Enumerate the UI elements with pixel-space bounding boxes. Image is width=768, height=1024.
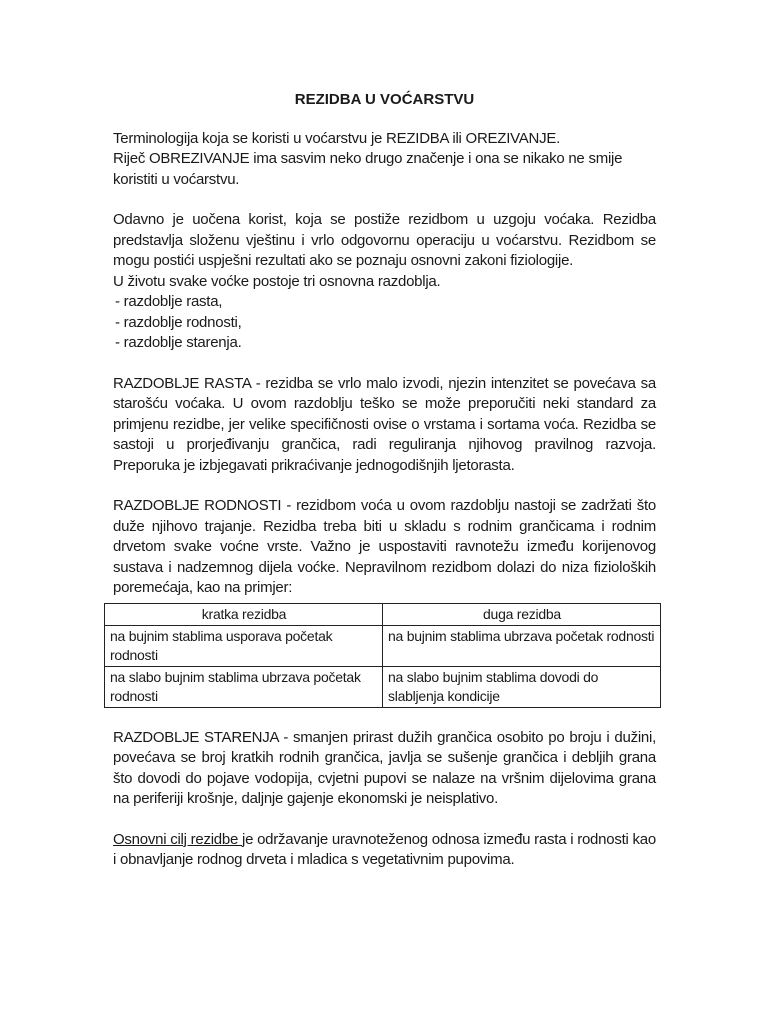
- document-page: [110, 90, 656, 871]
- pruning-table: [104, 603, 661, 708]
- fertility-paragraph: RAZDOBLJE RODNOSTI - rezidbom voća u ovom razdoblju nastoji se zadržati što duže njihovo trajanje. Rezidba treba biti u skladu s rodnim grančicama i rodnim drvetom svake voćne vrste. Važno je uspostaviti ravnotežu između korijenovog sustava i nadzemnog dijela voćke. Nepravilnom rezidbom dolazi do niza fizioloških poremećaja, kao na primjer:: [113, 497, 656, 596]
- aging-paragraph: RAZDOBLJE STARENJA - smanjen prirast dužih grančica osobito po broju i dužini, povećava se broj kratkih rodnih grančica, javlja se sušenje grančica i debljih grana što dovodi do pojave vodopija, cvjetni pupovi se nalaze na vršnim dijelovima grana na periferiji krošnje, daljnje gajenje ekonomski je neisplativo.: [113, 728, 656, 807]
- fertility-section: [113, 496, 656, 599]
- goal-section: [113, 830, 656, 871]
- header-short-pruning: kratka rezidba: [105, 603, 383, 625]
- table-row: [105, 625, 661, 666]
- table-cell: na slabo bujnim stablima ubrzava početak rodnosti: [105, 666, 383, 707]
- table-cell: na bujnim stablima usporava početak rodnosti: [105, 625, 383, 666]
- list-item: - razdoblje rasta,: [115, 293, 223, 310]
- goal-text: je održavanje uravnoteženog odnosa između rasta i rodnosti kao i obnavljanje rodnog drveta i mladica s vegetativnim pupovima.: [113, 830, 656, 868]
- table-cell: na bujnim stablima ubrzava početak rodnosti: [383, 625, 661, 666]
- header-long-pruning: duga rezidba: [383, 603, 661, 625]
- goal-underlined-phrase: Osnovni cilj rezidbe: [113, 830, 242, 848]
- growth-paragraph: RAZDOBLJE RASTA - rezidba se vrlo malo izvodi, njezin intenzitet se povećava sa starošću voćaka. U ovom razdoblju teško se može preporučiti neki standard za primjenu rezidbe, jer velike specifičnosti ovise o vrstama i sortama voća. Rezidba se sastoji u prorjeđivanju grančica, radi reguliranja njihovog pravilnog razvoja. Preporuka je izbjegavati prikraćivanje jednogodišnjih ljetorasta.: [113, 374, 656, 474]
- goal-paragraph: [113, 830, 656, 871]
- table-cell: na slabo bujnim stablima dovodi do slabljenja kondicije: [383, 666, 661, 707]
- periods-intro: U životu svake voćke postoje tri osnovna razdoblja.: [113, 272, 441, 290]
- intro-line-2: Riječ OBREZIVANJE ima sasvim neko drugo značenje i ona se nikako ne smije koristiti u voćarstvu.: [113, 150, 623, 188]
- list-item: - razdoblje rodnosti,: [115, 313, 242, 331]
- list-item: - razdoblje starenja.: [115, 334, 242, 351]
- growth-section: [113, 374, 656, 477]
- aging-section: [113, 728, 656, 810]
- intro-section: [113, 129, 656, 191]
- table-header-row: [105, 603, 661, 625]
- intro-line-1: Terminologija koja se koristi u voćarstvu je REZIDBA ili OREZIVANJE.: [113, 129, 561, 147]
- benefit-section: [113, 210, 656, 354]
- table-row: [105, 666, 661, 707]
- benefit-paragraph: Odavno je uočena korist, koja se postiže rezidbom u uzgoju voćaka. Rezidba predstavlja složenu vještinu i vrlo odgovornu operaciju u voćarstvu. Rezidbom se mogu postići uspješni rezultati ako se poznaju osnovni zakoni fiziologije.: [113, 211, 656, 269]
- document-title: REZIDBA U VOĆARSTVU: [294, 91, 475, 108]
